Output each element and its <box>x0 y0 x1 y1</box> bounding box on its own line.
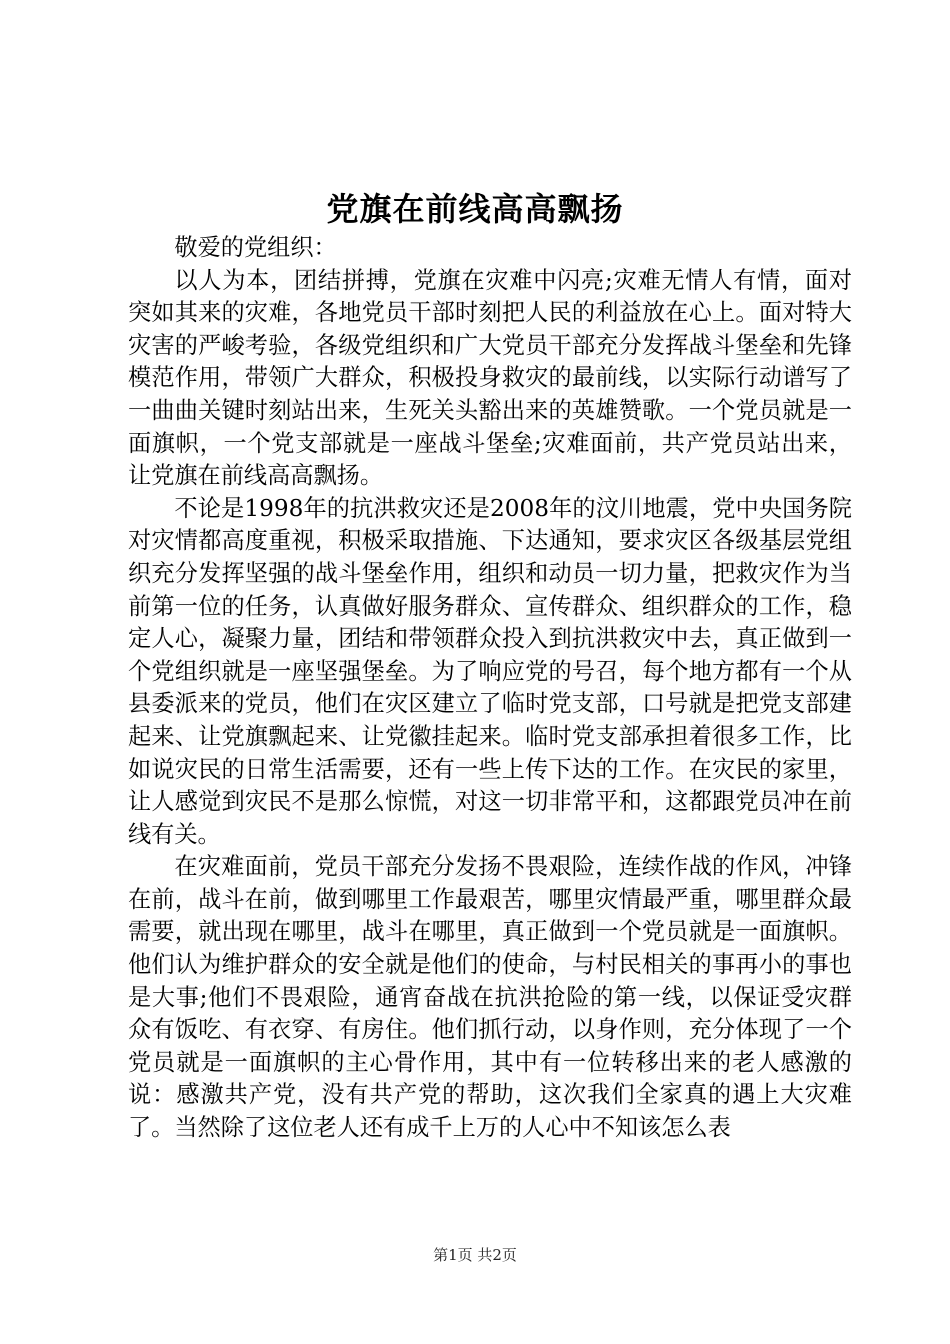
document-title: 党旗在前线高高飘扬 <box>326 190 624 228</box>
paragraph-3: 在灾难面前，党员干部充分发扬不畏艰险，连续作战的作风，冲锋在前，战斗在前，做到哪里工作最艰苦，哪里灾情最严重，哪里群众最需要，就出现在哪里，战斗在哪里，真正做到一个党员就是一面旗帜。他们认为维护群众的安全就是他们的使命，与村民相关的事再小的事也是大事;他们不畏艰险，通宵奋战在抗洪抢险的第一线，以保证受灾群众有饭吃、有衣穿、有房住。他们抓行动，以身作则，充分体现了一个党员就是一面旗帜的主心骨作用，其中有一位转移出来的老人感激的说：感激共产党，没有共产党的帮助，这次我们全家真的遇上大灾难了。当然除了这位老人还有成千上万的人心中不知该怎么表 <box>128 853 852 1142</box>
paragraph-1: 以人为本，团结拼搏，党旗在灾难中闪亮;灾难无情人有情，面对突如其来的灾难，各地党员干部时刻把人民的利益放在心上。面对特大灾害的严峻考验，各级党组织和广大党员干部充分发挥战斗堡垒和先锋模范作用，带领广大群众，积极投身救灾的最前线，以实际行动谱写了一曲曲关键时刻站出来，生死关头豁出来的英雄赞歌。一个党员就是一面旗帜，一个党支部就是一座战斗堡垒;灾难面前，共产党员站出来，让党旗在前线高高飘扬。 <box>128 266 852 490</box>
page-number-footer: 第1页 共2页 <box>433 1246 517 1264</box>
salutation: 敬爱的党组织： <box>174 234 337 261</box>
paragraph-2: 不论是1998年的抗洪救灾还是2008年的汶川地震，党中央国务院对灾情都高度重视，积极采取措施、下达通知，要求灾区各级基层党组织充分发挥坚强的战斗堡垒作用，组织和动员一切力量，把救灾作为当前第一位的任务，认真做好服务群众、宣传群众、组织群众的工作，稳定人心，凝聚力量，团结和带领群众投入到抗洪救灾中去，真正做到一个党组织就是一座坚强堡垒。为了响应党的号召，每个地方都有一个从县委派来的党员，他们在灾区建立了临时党支部，口号就是把党支部建起来、让党旗飘起来、让党徽挂起来。临时党支部承担着很多工作，比如说灾民的日常生活需要，还有一些上传下达的工作。在灾民的家里，让人感觉到灾民不是那么惊慌，对这一切非常平和，这都跟党员冲在前线有关。 <box>128 494 852 848</box>
document-body <box>128 232 852 1145</box>
